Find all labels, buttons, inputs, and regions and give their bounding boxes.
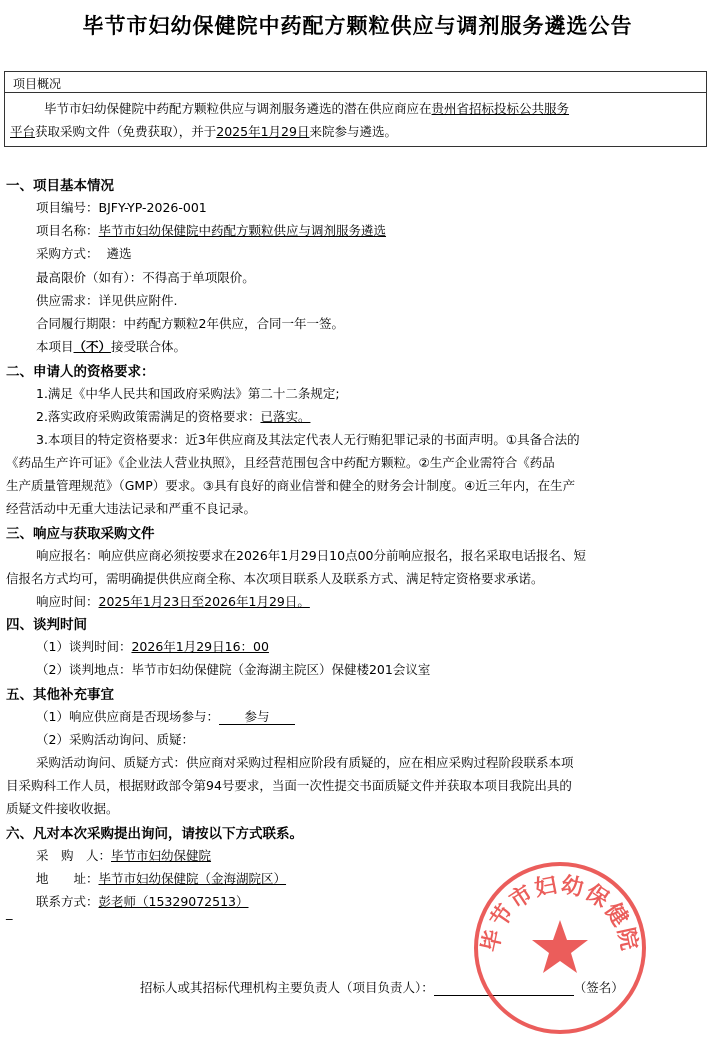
official-seal xyxy=(470,858,650,1038)
stray-mark: _ xyxy=(6,906,13,921)
section-6-heading: 六、凡对本次采购提出询问，请按以下方式联系。 xyxy=(6,826,303,842)
qualification-3-line-4: 经营活动中无重大违法记录和严重不良记录。 xyxy=(6,501,257,516)
platform-link[interactable]: 贵州省招标投标公共服务 xyxy=(431,101,570,116)
seal-text: 毕节市妇幼保健院 xyxy=(478,872,642,955)
registration-line-1: 响应报名：响应供应商必须按要求在2026年1月29日10点00分前响应报名，报名采取电话报名、短 xyxy=(36,548,586,563)
section-3-heading: 三、响应与获取采购文件 xyxy=(6,526,155,542)
project-code: 项目编号：BJFY-YP-2026-001 xyxy=(36,200,207,215)
address: 地 址：毕节市妇幼保健院（金海湖院区） xyxy=(36,871,287,886)
inquiry-para-line-2: 目采购科工作人员，根据财政部令第94号要求，当面一次性提交书面质疑文件并获取本项目我院出具的 xyxy=(6,778,572,793)
contact: 联系方式：彭老师（15329072513） xyxy=(36,894,249,909)
max-price: 最高限价（如有）：不得高于单项限价。 xyxy=(36,270,255,285)
supply-demand: 供应需求：详见供应附件. xyxy=(36,293,178,308)
qualification-1: 1.满足《中华人民共和国政府采购法》第二十二条规定; xyxy=(36,386,340,401)
negotiation-place: （2）谈判地点：毕节市妇幼保健院（金海湖主院区）保健楼201会议室 xyxy=(36,662,431,677)
section-4-heading: 四、谈判时间 xyxy=(6,617,87,633)
signature-label: 招标人或其招标代理机构主要负责人（项目负责人）： xyxy=(140,980,434,995)
inquiry-heading: （2）采购活动询问、质疑： xyxy=(36,732,194,747)
negotiation-time: （1）谈判时间：2026年1月29日16：00 xyxy=(36,639,269,654)
section-2-heading: 二、申请人的资格要求： xyxy=(6,364,155,380)
page-title: 毕节市妇幼保健院中药配方颗粒供应与调剂服务遴选公告 xyxy=(82,14,633,38)
registration-line-2: 信报名方式均可，需明确提供供应商全称、本次项目联系人及联系方式、满足特定资格要求承诺。 xyxy=(6,571,544,586)
section-5-heading: 五、其他补充事宜 xyxy=(6,687,114,703)
overview-text-line-1: 毕节市妇幼保健院中药配方颗粒供应与调剂服务遴选的潜在供应商应在贵州省招标投标公共服务 xyxy=(44,101,570,116)
inquiry-para-line-3: 质疑文件接收收据。 xyxy=(6,801,119,816)
onsite-participation: （1）响应供应商是否现场参与： 参与 xyxy=(36,707,295,725)
qualification-3-line-2: 《药品生产许可证》《企业法人营业执照》，且经营范围包含中药配方颗粒。②生产企业需符合《药品 xyxy=(6,455,555,470)
overview-header xyxy=(5,72,706,93)
qualification-3-line-1: 3.本项目的特定资格要求：近3年供应商及其法定代表人无行贿犯罪记录的书面声明。①具备合法的 xyxy=(36,432,580,447)
buyer: 采 购 人：毕节市妇幼保健院 xyxy=(36,848,212,863)
seal-star-icon xyxy=(532,920,588,973)
response-time: 响应时间：2025年1月23日至2026年1月29日。 xyxy=(36,594,310,609)
project-name: 项目名称：毕节市妇幼保健院中药配方颗粒供应与调剂服务遴选 xyxy=(36,223,387,238)
qualification-2: 2.落实政府采购政策需满足的资格要求：已落实。 xyxy=(36,409,311,424)
procurement-method: 采购方式： 遴选 xyxy=(36,246,132,261)
inquiry-para-line-1: 采购活动询问、质疑方式：供应商对采购过程相应阶段有质疑的，应在相应采购过程阶段联系本项 xyxy=(36,755,574,770)
contract-period: 合同履行期限：中药配方颗粒2年供应，合同一年一签。 xyxy=(36,316,344,331)
consortium: 本项目（不）接受联合体。 xyxy=(36,339,187,354)
signature-note: （签名） xyxy=(573,980,624,995)
overview-label: 项目概况 xyxy=(13,77,62,91)
overview-text-line-2: 平台获取采购文件（免费获取），并于2025年1月29日来院参与遴选。 xyxy=(10,124,397,139)
qualification-3-line-3: 生产质量管理规范》（GMP）要求。③具有良好的商业信誉和健全的财务会计制度。④近三年内，在生产 xyxy=(6,478,576,493)
section-1-heading: 一、项目基本情况 xyxy=(6,178,114,194)
